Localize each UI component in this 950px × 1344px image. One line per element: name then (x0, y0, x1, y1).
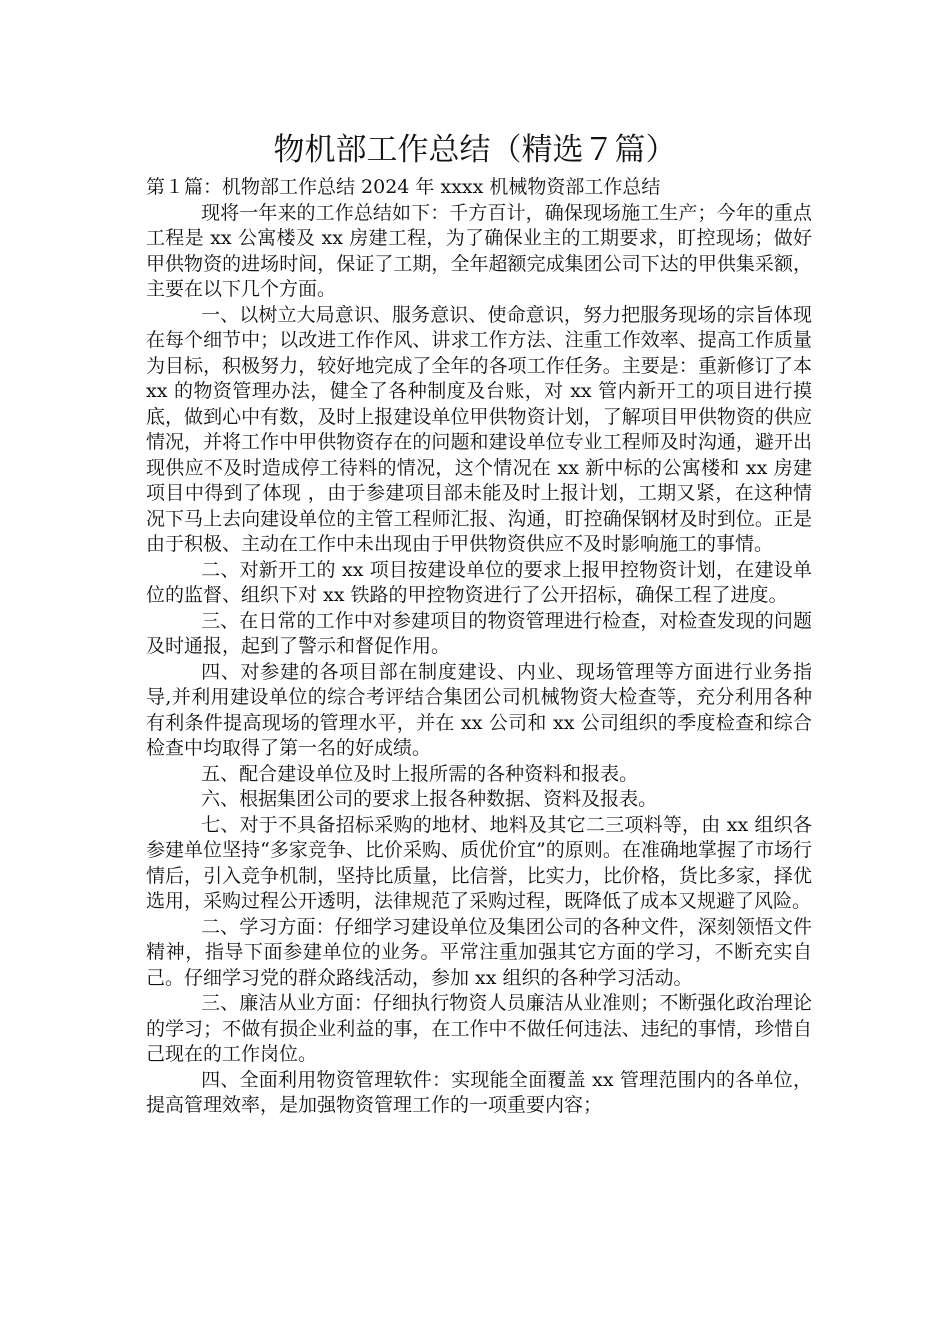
paragraph-section-6: 六、根据集团公司的要求上报各种数据、资料及报表。 (201, 788, 658, 810)
paragraph-section-2: 二、对新开工的 xx 项目按建设单位的要求上报甲控物资计划，在建设单位的监督、组织下对 xx 铁路的甲控物资进行了公开招标，确保工程了进度。 (146, 558, 812, 606)
paragraph-section-7: 七、对于不具备招标采购的地材、地料及其它二三项料等，由 xx 组织各参建单位坚持“多家竞争、比价采购、质优价宜”的原则。在准确地掌握了市场行情后，引入竞争机制，坚持比质量，比信誉，比实力，比价格，货比多家，择优选用，采购过程公开透明，法律规范了采购过程，既降低了成本又规避了风险。 (146, 813, 812, 912)
paragraph-integrity: 三、廉洁从业方面：仔细执行物资人员廉洁从业准则；不断强化政治理论的学习；不做有损企业利益的事，在工作中不做任何违法、违纪的事情，珍惜自己现在的工作岗位。 (146, 992, 812, 1065)
paragraph-section-5: 五、配合建设单位及时上报所需的各种资料和报表。 (201, 762, 639, 785)
document-body (146, 175, 812, 1119)
article-heading: 第１篇：机物部工作总结 2024 年 xxxx 机械物资部工作总结 (146, 176, 661, 198)
paragraph-section-3: 三、在日常的工作中对参建项目的物资管理进行检查，对检查发现的问题及时通报，起到了警示和督促作用。 (146, 609, 812, 657)
paragraph-study: 二、学习方面：仔细学习建设单位及集团公司的各种文件，深刻领悟文件精神，指导下面参建单位的业务。平常注重加强其它方面的学习，不断充实自己。仔细学习党的群众路线活动，参加 xx 组织的各种学习活动。 (146, 915, 812, 989)
paragraph-section-1: 一、以树立大局意识、服务意识、使命意识，努力把服务现场的宗旨体现在每个细节中；以改进工作作风、讲求工作方法、注重工作效率、提高工作质量为目标，积极努力，较好地完成了全年的各项工作任务。主要是：重新修订了本 xx 的物资管理办法，健全了各种制度及台账，对 xx 管内新开工的项目进行摸底，做到心中有数，及时上报建设单位甲供物资计划，了解项目甲供物资的供应情况，并将工作中甲供物资存在的问题和建设单位专业工程师及时沟通，避开出现供应不及时造成停工待料的情况，这个情况在 xx 新中标的公寓楼和 xx 房建项目中得到了体现 ，由于参建项目部未能及时上报计划，工期又紧，在这种情况下马上去向建设单位的主管工程师汇报、沟通，盯控确保钢材及时到位。正是由于积极、主动在工作中未出现由于甲供物资供应不及时影响施工的事情。 (146, 303, 812, 555)
paragraph-section-4: 四、对参建的各项目部在制度建设、内业、现场管理等方面进行业务指导,并利用建设单位的综合考评结合集团公司机械物资大检查等，充分利用各种有利条件提高现场的管理水平，并在 xx 公司和 xx 公司组织的季度检查和综合检查中均取得了第一名的好成绩。 (146, 660, 812, 759)
paragraph-intro: 现将一年来的工作总结如下：千方百计，确保现场施工生产；今年的重点工程是 xx 公寓楼及 xx 房建工程，为了确保业主的工期要求，盯控现场；做好甲供物资的进场时间，保证了工期，全年超额完成集团公司下达的甲供集采额，主要在以下几个方面。 (146, 201, 812, 300)
document-title: 物机部工作总结（精选７篇） (273, 132, 677, 168)
paragraph-software: 四、全面利用物资管理软件：实现能全面覆盖 xx 管理范围内的各单位，提高管理效率，是加强物资管理工作的一项重要内容； (146, 1068, 812, 1116)
